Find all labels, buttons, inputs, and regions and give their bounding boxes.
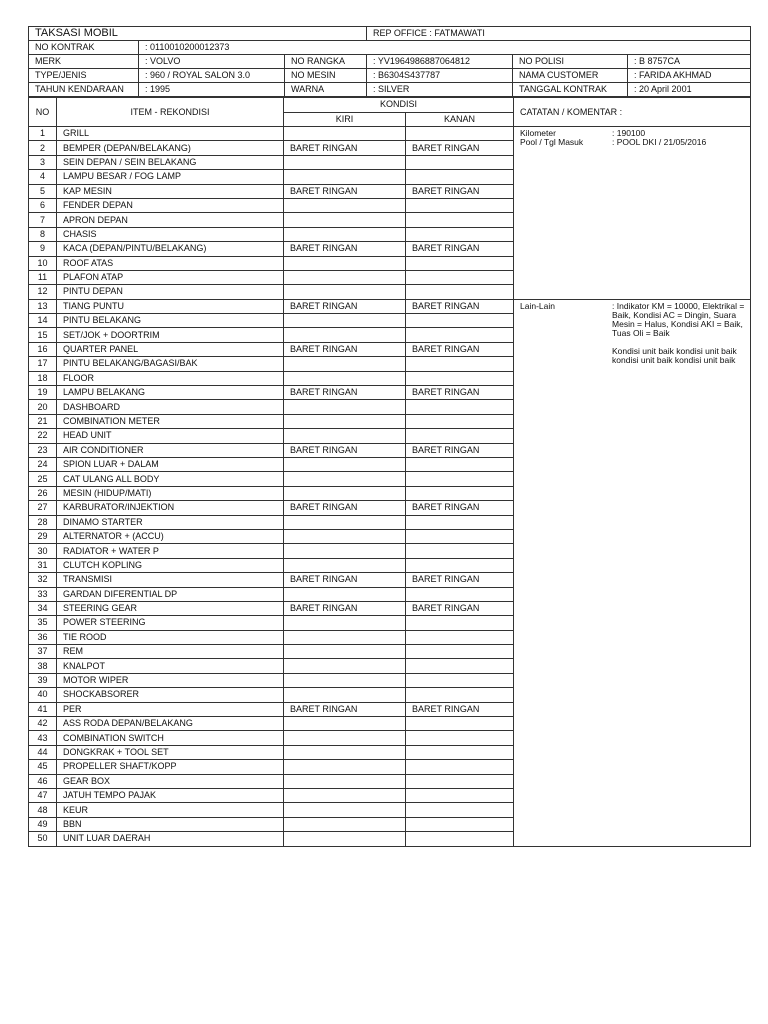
- row-kiri: [284, 630, 406, 644]
- row-kanan: [406, 803, 514, 817]
- row-kiri: BARET RINGAN: [284, 573, 406, 587]
- row-item: ALTERNATOR + (ACCU): [57, 529, 284, 543]
- row-number: 18: [29, 371, 57, 385]
- row-kiri: [284, 314, 406, 328]
- row-number: 48: [29, 803, 57, 817]
- row-kiri: [284, 529, 406, 543]
- row-kanan: [406, 285, 514, 299]
- row-item: CHASIS: [57, 227, 284, 241]
- lain-lain-label: Lain-Lain: [520, 300, 555, 311]
- row-number: 28: [29, 515, 57, 529]
- row-item: PINTU BELAKANG/BAGASI/BAK: [57, 357, 284, 371]
- row-kanan: [406, 774, 514, 788]
- no-mesin-label: NO MESIN: [285, 69, 367, 83]
- row-number: 33: [29, 587, 57, 601]
- row-kanan: BARET RINGAN: [406, 702, 514, 716]
- row-kanan: [406, 717, 514, 731]
- row-number: 41: [29, 702, 57, 716]
- row-item: PLAFON ATAP: [57, 270, 284, 284]
- vehicle-info-table: [28, 26, 751, 97]
- row-kiri: [284, 832, 406, 846]
- row-kanan: [406, 227, 514, 241]
- warna-value: : SILVER: [367, 83, 513, 97]
- row-number: 43: [29, 731, 57, 745]
- row-number: 20: [29, 400, 57, 414]
- no-kontrak-label: NO KONTRAK: [29, 41, 139, 55]
- row-kanan: [406, 472, 514, 486]
- row-kiri: [284, 688, 406, 702]
- kanan-column-header: KANAN: [406, 112, 514, 127]
- row-item: KACA (DEPAN/PINTU/BELAKANG): [57, 242, 284, 256]
- row-item: SEIN DEPAN / SEIN BELAKANG: [57, 155, 284, 169]
- row-item: TIE ROOD: [57, 630, 284, 644]
- row-kanan: [406, 371, 514, 385]
- no-polisi-label: NO POLISI: [513, 55, 628, 69]
- row-item: UNIT LUAR DAERAH: [57, 832, 284, 846]
- row-kiri: [284, 472, 406, 486]
- row-kiri: [284, 270, 406, 284]
- row-item: KNALPOT: [57, 659, 284, 673]
- row-item: BBN: [57, 817, 284, 831]
- row-item: LAMPU BELAKANG: [57, 386, 284, 400]
- row-kiri: BARET RINGAN: [284, 184, 406, 198]
- row-number: 16: [29, 342, 57, 356]
- row-number: 10: [29, 256, 57, 270]
- row-number: 37: [29, 645, 57, 659]
- tahun-value: : 1995: [139, 83, 285, 97]
- row-kanan: [406, 745, 514, 759]
- row-kiri: [284, 227, 406, 241]
- pool-line: [520, 138, 746, 147]
- row-kanan: [406, 587, 514, 601]
- row-kanan: [406, 486, 514, 500]
- row-number: 2: [29, 141, 57, 155]
- row-item: PER: [57, 702, 284, 716]
- row-kiri: [284, 515, 406, 529]
- no-kontrak-value: : 0110010200012373: [139, 41, 751, 55]
- row-kiri: [284, 587, 406, 601]
- merk-value: : VOLVO: [139, 55, 285, 69]
- tanggal-kontrak-label: TANGGAL KONTRAK: [513, 83, 628, 97]
- row-kanan: [406, 544, 514, 558]
- row-kiri: [284, 170, 406, 184]
- row-kanan: [406, 414, 514, 428]
- row-kanan: [406, 616, 514, 630]
- row-item: KARBURATOR/INJEKTION: [57, 501, 284, 515]
- row-item: TRANSMISI: [57, 573, 284, 587]
- row-number: 5: [29, 184, 57, 198]
- row-item: QUARTER PANEL: [57, 342, 284, 356]
- row-item: SHOCKABSORER: [57, 688, 284, 702]
- row-kanan: [406, 832, 514, 846]
- row-number: 36: [29, 630, 57, 644]
- row-kiri: [284, 429, 406, 443]
- nama-customer-value: : FARIDA AKHMAD: [628, 69, 751, 83]
- table-row: [29, 127, 751, 141]
- row-item: COMBINATION METER: [57, 414, 284, 428]
- row-kanan: [406, 357, 514, 371]
- row-number: 30: [29, 544, 57, 558]
- row-number: 40: [29, 688, 57, 702]
- row-item: KAP MESIN: [57, 184, 284, 198]
- row-number: 44: [29, 745, 57, 759]
- row-item: MESIN (HIDUP/MATI): [57, 486, 284, 500]
- row-item: GARDAN DIFERENTIAL DP: [57, 587, 284, 601]
- row-kiri: BARET RINGAN: [284, 141, 406, 155]
- row-kiri: [284, 788, 406, 802]
- row-item: DASHBOARD: [57, 400, 284, 414]
- row-item: CAT ULANG ALL BODY: [57, 472, 284, 486]
- pool-label: Pool / Tgl Masuk: [520, 137, 584, 147]
- row-kiri: BARET RINGAN: [284, 242, 406, 256]
- row-kanan: [406, 645, 514, 659]
- row-kiri: [284, 760, 406, 774]
- row-kanan: [406, 760, 514, 774]
- row-kiri: BARET RINGAN: [284, 299, 406, 313]
- kondisi-column-header: KONDISI: [284, 98, 514, 113]
- row-item: SET/JOK + DOORTRIM: [57, 328, 284, 342]
- row-number: 7: [29, 213, 57, 227]
- row-number: 42: [29, 717, 57, 731]
- warna-label: WARNA: [285, 83, 367, 97]
- row-number: 24: [29, 457, 57, 471]
- row-item: FENDER DEPAN: [57, 198, 284, 212]
- row-kiri: [284, 659, 406, 673]
- catatan-column-header: CATATAN / KOMENTAR :: [514, 98, 751, 127]
- row-item: TIANG PUNTU: [57, 299, 284, 313]
- row-number: 34: [29, 601, 57, 615]
- row-kiri: BARET RINGAN: [284, 342, 406, 356]
- row-kiri: [284, 371, 406, 385]
- row-number: 31: [29, 558, 57, 572]
- row-number: 49: [29, 817, 57, 831]
- no-rangka-value: : YV1964986887064812: [367, 55, 513, 69]
- row-kiri: [284, 544, 406, 558]
- type-label: TYPE/JENIS: [29, 69, 139, 83]
- row-kiri: [284, 803, 406, 817]
- row-kanan: [406, 127, 514, 141]
- row-item: REM: [57, 645, 284, 659]
- row-kiri: [284, 213, 406, 227]
- row-number: 47: [29, 788, 57, 802]
- row-kiri: BARET RINGAN: [284, 702, 406, 716]
- kilometer-label: Kilometer: [520, 128, 556, 138]
- row-kanan: [406, 673, 514, 687]
- row-number: 14: [29, 314, 57, 328]
- row-kiri: [284, 774, 406, 788]
- rekondisi-table: [28, 97, 751, 847]
- kilometer-value: : 190100: [612, 128, 646, 138]
- row-item: AIR CONDITIONER: [57, 443, 284, 457]
- row-kiri: [284, 457, 406, 471]
- row-item: KEUR: [57, 803, 284, 817]
- row-item: PINTU BELAKANG: [57, 314, 284, 328]
- row-item: MOTOR WIPER: [57, 673, 284, 687]
- row-kanan: [406, 328, 514, 342]
- row-item: LAMPU BESAR / FOG LAMP: [57, 170, 284, 184]
- row-number: 1: [29, 127, 57, 141]
- row-item: ASS RODA DEPAN/BELAKANG: [57, 717, 284, 731]
- lain-lain-value: : Indikator KM = 10000, Elektrikal = Baik, Kondisi AC = Dingin, Suara Mesin = Halus, Kondisi AKI = Baik, Tuas Oli = Baik: [612, 300, 745, 338]
- row-kiri: [284, 285, 406, 299]
- row-kanan: BARET RINGAN: [406, 184, 514, 198]
- row-number: 17: [29, 357, 57, 371]
- row-item: DINAMO STARTER: [57, 515, 284, 529]
- row-kiri: BARET RINGAN: [284, 443, 406, 457]
- row-item: PROPELLER SHAFT/KOPP: [57, 760, 284, 774]
- no-mesin-value: : B6304S437787: [367, 69, 513, 83]
- item-column-header: ITEM - REKONDISI: [57, 98, 284, 127]
- row-number: 22: [29, 429, 57, 443]
- row-item: PINTU DEPAN: [57, 285, 284, 299]
- row-number: 27: [29, 501, 57, 515]
- row-kanan: [406, 558, 514, 572]
- lain-lain-extra: Kondisi unit baik kondisi unit baik kondisi unit baik kondisi unit baik: [612, 345, 737, 365]
- row-kanan: [406, 731, 514, 745]
- row-item: ROOF ATAS: [57, 256, 284, 270]
- row-number: 9: [29, 242, 57, 256]
- no-column-header: NO: [29, 98, 57, 127]
- kiri-column-header: KIRI: [284, 112, 406, 127]
- row-kanan: [406, 213, 514, 227]
- row-kanan: [406, 817, 514, 831]
- row-kiri: [284, 745, 406, 759]
- row-kiri: BARET RINGAN: [284, 601, 406, 615]
- row-kanan: BARET RINGAN: [406, 141, 514, 155]
- row-kanan: [406, 429, 514, 443]
- nama-customer-label: NAMA CUSTOMER: [513, 69, 628, 83]
- row-number: 13: [29, 299, 57, 313]
- tahun-label: TAHUN KENDARAAN: [29, 83, 139, 97]
- row-number: 35: [29, 616, 57, 630]
- row-item: FLOOR: [57, 371, 284, 385]
- row-item: GRILL: [57, 127, 284, 141]
- row-item: GEAR BOX: [57, 774, 284, 788]
- row-number: 15: [29, 328, 57, 342]
- row-kiri: [284, 155, 406, 169]
- row-kiri: [284, 357, 406, 371]
- row-kanan: [406, 688, 514, 702]
- row-item: JATUH TEMPO PAJAK: [57, 788, 284, 802]
- row-number: 19: [29, 386, 57, 400]
- row-kiri: [284, 328, 406, 342]
- row-item: BEMPER (DEPAN/BELAKANG): [57, 141, 284, 155]
- row-kanan: [406, 788, 514, 802]
- row-kiri: [284, 616, 406, 630]
- row-kanan: [406, 659, 514, 673]
- rep-office: REP OFFICE : FATMAWATI: [367, 27, 751, 41]
- row-kanan: [406, 270, 514, 284]
- no-polisi-value: : B 8757CA: [628, 55, 751, 69]
- row-kanan: [406, 256, 514, 270]
- row-kiri: BARET RINGAN: [284, 386, 406, 400]
- row-kanan: BARET RINGAN: [406, 299, 514, 313]
- row-item: POWER STEERING: [57, 616, 284, 630]
- row-kanan: [406, 529, 514, 543]
- row-number: 50: [29, 832, 57, 846]
- row-kanan: BARET RINGAN: [406, 573, 514, 587]
- row-kiri: [284, 731, 406, 745]
- row-kanan: [406, 515, 514, 529]
- row-number: 46: [29, 774, 57, 788]
- row-kanan: [406, 630, 514, 644]
- row-number: 39: [29, 673, 57, 687]
- row-number: 6: [29, 198, 57, 212]
- row-kanan: BARET RINGAN: [406, 386, 514, 400]
- row-kanan: [406, 198, 514, 212]
- row-item: RADIATOR + WATER P: [57, 544, 284, 558]
- lain-lain-line: [520, 302, 746, 338]
- row-kanan: [406, 400, 514, 414]
- row-item: CLUTCH KOPLING: [57, 558, 284, 572]
- notes-cell-lain-lain: [514, 299, 751, 846]
- row-kiri: [284, 558, 406, 572]
- notes-cell-general: [514, 127, 751, 300]
- row-kiri: [284, 817, 406, 831]
- row-kiri: [284, 198, 406, 212]
- row-kiri: [284, 645, 406, 659]
- row-kanan: [406, 457, 514, 471]
- row-item: SPION LUAR + DALAM: [57, 457, 284, 471]
- row-number: 25: [29, 472, 57, 486]
- row-number: 21: [29, 414, 57, 428]
- row-item: HEAD UNIT: [57, 429, 284, 443]
- row-number: 11: [29, 270, 57, 284]
- type-value: : 960 / ROYAL SALON 3.0: [139, 69, 285, 83]
- row-kiri: [284, 256, 406, 270]
- row-item: COMBINATION SWITCH: [57, 731, 284, 745]
- row-number: 32: [29, 573, 57, 587]
- row-number: 8: [29, 227, 57, 241]
- row-number: 12: [29, 285, 57, 299]
- row-kanan: [406, 155, 514, 169]
- row-kiri: [284, 717, 406, 731]
- row-item: STEERING GEAR: [57, 601, 284, 615]
- row-number: 26: [29, 486, 57, 500]
- row-item: APRON DEPAN: [57, 213, 284, 227]
- row-number: 38: [29, 659, 57, 673]
- row-number: 23: [29, 443, 57, 457]
- row-kanan: BARET RINGAN: [406, 342, 514, 356]
- row-item: DONGKRAK + TOOL SET: [57, 745, 284, 759]
- row-kiri: [284, 414, 406, 428]
- row-number: 45: [29, 760, 57, 774]
- row-kanan: BARET RINGAN: [406, 601, 514, 615]
- row-number: 29: [29, 529, 57, 543]
- row-kanan: [406, 170, 514, 184]
- row-number: 4: [29, 170, 57, 184]
- row-kiri: [284, 486, 406, 500]
- table-row: [29, 299, 751, 313]
- row-kiri: [284, 127, 406, 141]
- document-title: TAKSASI MOBIL: [29, 27, 367, 41]
- row-kanan: [406, 314, 514, 328]
- row-kiri: [284, 673, 406, 687]
- row-number: 3: [29, 155, 57, 169]
- merk-label: MERK: [29, 55, 139, 69]
- row-kanan: BARET RINGAN: [406, 501, 514, 515]
- row-kiri: BARET RINGAN: [284, 501, 406, 515]
- tanggal-kontrak-value: : 20 April 2001: [628, 83, 751, 97]
- row-kanan: BARET RINGAN: [406, 242, 514, 256]
- row-kanan: BARET RINGAN: [406, 443, 514, 457]
- row-kiri: [284, 400, 406, 414]
- no-rangka-label: NO RANGKA: [285, 55, 367, 69]
- pool-value: : POOL DKI / 21/05/2016: [612, 137, 707, 147]
